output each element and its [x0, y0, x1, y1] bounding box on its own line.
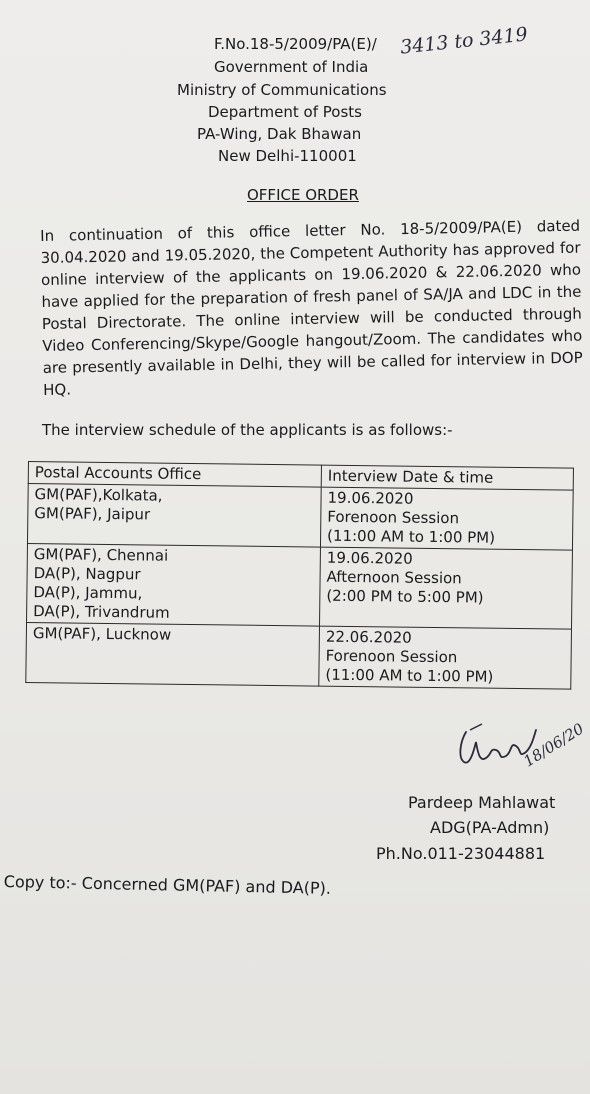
column-header-schedule: Interview Date & time [321, 465, 573, 490]
header-ministry: Ministry of Communications [177, 81, 387, 99]
office-name: GM(PAF),Kolkata, [34, 485, 163, 505]
header-wing: PA-Wing, Dak Bhawan [197, 125, 362, 143]
column-header-office: Postal Accounts Office [28, 462, 321, 488]
session-name: Forenoon Session [327, 507, 460, 528]
session-name: Forenoon Session [325, 646, 458, 667]
interview-date: 22.06.2020 [325, 627, 412, 647]
interview-date: 19.06.2020 [326, 548, 413, 568]
table-row [27, 543, 573, 629]
session-name: Afternoon Session [326, 567, 462, 588]
handwritten-date: 18/06/20 [520, 719, 588, 771]
header-department: Department of Posts [208, 103, 362, 121]
file-number: F.No.18-5/2009/PA(E)/ [214, 35, 377, 53]
office-cell [26, 622, 320, 686]
schedule-cell [320, 487, 573, 550]
page-title: OFFICE ORDER [247, 186, 359, 204]
body-paragraph: In continuation of this office letter No. 18-5/2009/PA(E) dated 30.04.2020 and 19.05.2020, the Competent Authority has approved for online interview of the applicants on 19.06.2020 & 22.06.2020 who have applied for the preparation of fresh panel of SA/JA and LDC in the Postal Directorate. The online interview will be conducted through Video Conferencing/Skype/Google hangout/Zoom. The candidates who are presently available in Delhi, they will be called for interview in DOP HQ. [40, 216, 583, 399]
office-name: GM(PAF), Lucknow [32, 624, 172, 644]
session-time: (11:00 AM to 1:00 PM) [325, 665, 494, 686]
file-number-line [214, 33, 377, 55]
office-name: DA(P), Nagpur [33, 564, 141, 584]
table-row [27, 484, 573, 551]
schedule-cell [319, 626, 572, 689]
office-name: GM(PAF), Chennai [33, 545, 169, 565]
copy-to-line: Copy to:- Concerned GM(PAF) and DA(P). [3, 872, 332, 898]
interview-date: 19.06.2020 [327, 488, 414, 508]
header-city: New Delhi-110001 [218, 147, 357, 165]
schedule-table [25, 461, 574, 690]
office-name: DA(P), Trivandrum [33, 602, 170, 622]
signatory-designation: ADG(PA-Admn) [430, 818, 550, 837]
session-time: (11:00 AM to 1:00 PM) [327, 526, 496, 547]
office-name: GM(PAF), Jaipur [34, 504, 151, 524]
header-government: Government of India [214, 58, 369, 76]
schedule-intro: The interview schedule of the applicants is as follows:- [42, 421, 453, 439]
office-cell [27, 484, 321, 548]
handwritten-range: 3413 to 3419 [399, 23, 529, 59]
office-name: DA(P), Jammu, [33, 583, 143, 603]
signatory-phone: Ph.No.011-23044881 [376, 844, 546, 863]
table-row [26, 622, 572, 689]
office-cell [27, 543, 321, 626]
session-time: (2:00 PM to 5:00 PM) [326, 586, 484, 607]
schedule-cell [320, 547, 573, 629]
signatory-name: Pardeep Mahlawat [408, 793, 556, 812]
